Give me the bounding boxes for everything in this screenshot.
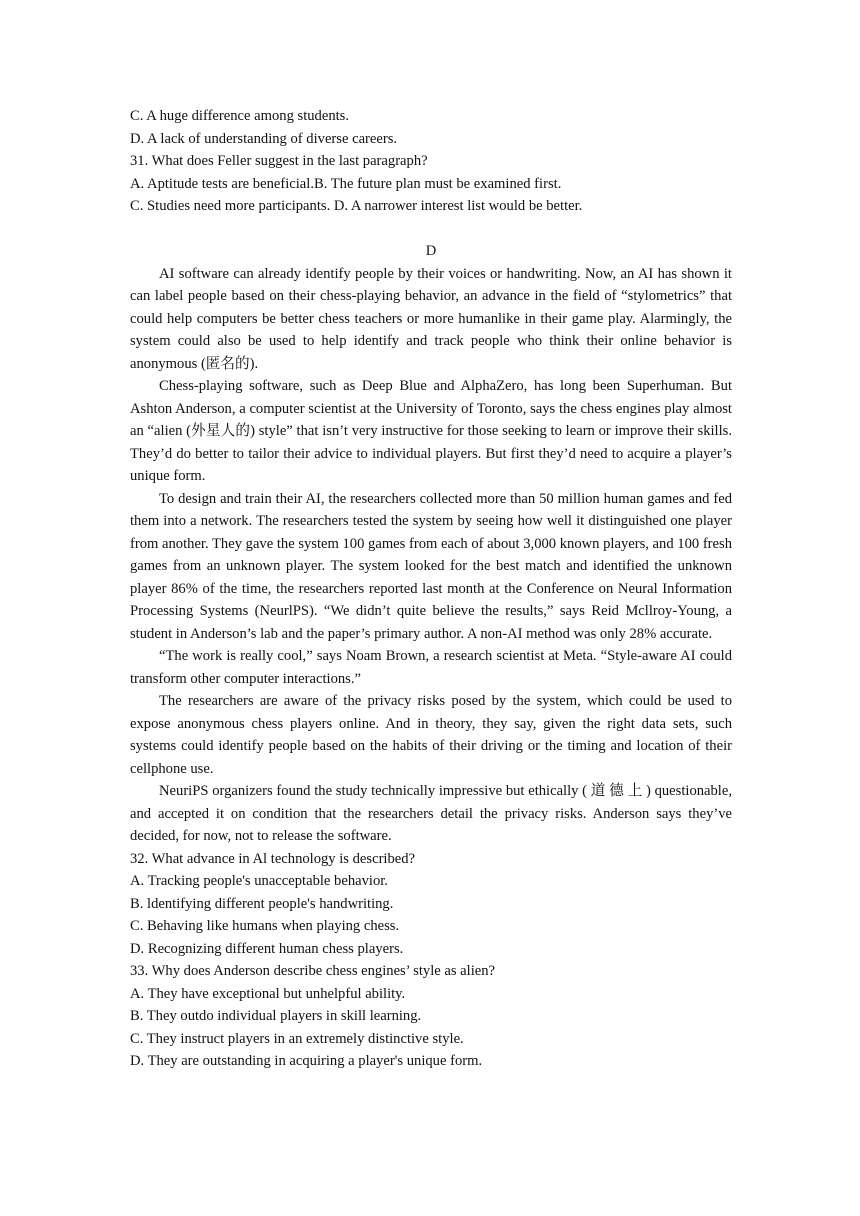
option-line: C. They instruct players in an extremely distinctive style. <box>130 1030 464 1047</box>
option-line: A. They have exceptional but unhelpful ability. <box>130 985 406 1002</box>
passage-paragraph: “The work is really cool,” says Noam Brown, a research scientist at Meta. “Style-aware AI could transform other computer interactions.” <box>130 648 732 687</box>
section-title: D <box>425 243 437 259</box>
previous-questions <box>130 105 732 218</box>
option-line: A. Aptitude tests are beneficial.B. The future plan must be examined first. <box>130 175 562 192</box>
passage-paragraph: Chess-playing software, such as Deep Blue and AlphaZero, has long been Superhuman. But Ashton Anderson, a computer scientist at the University of Toronto, says the chess engines play almost an “alien (外星人的) style” that isn’t very instructive for those seeking to learn or improve their skills. They’d do better to tailor their advice to individual players. But first they’d need to acquire a player’s unique form. <box>130 378 732 484</box>
passage-paragraph: NeuriPS organizers found the study technically impressive but ethically ( 道 德 上 ) questionable, and accepted it on condition that the researchers detail the privacy risks. Anderson says they’ve decided, for now, not to release the software. <box>130 783 732 844</box>
document-page <box>130 105 732 1073</box>
option-line: C. Behaving like humans when playing chess. <box>130 918 400 934</box>
passage-paragraph: To design and train their AI, the researchers collected more than 50 million human games and fed them into a network. The researchers tested the system by seeing how well it distinguished one player from another. They gave the system 100 games from each of about 3,000 known players, and 100 fresh games from an unknown player. The system looked for the best match and identified the unknown player 86% of the time, the researchers reported last month at the Conference on Neural Information Processing Systems (NeurlPS). “We didn’t quite believe the results,” says Reid Mcllroy-Young, a student in Anderson’s lab and the paper’s primary author. A non-AI method was only 28% accurate. <box>130 490 732 642</box>
question-line: 31. What does Feller suggest in the last paragraph? <box>130 153 428 169</box>
option-line: D. They are outstanding in acquiring a player's unique form. <box>130 1053 483 1069</box>
option-line: C. Studies need more participants. D. A narrower interest list would be better. <box>130 198 583 214</box>
question-line: 33. Why does Anderson describe chess engines’ style as alien? <box>130 963 496 979</box>
option-line: D. Recognizing different human chess players. <box>130 940 404 957</box>
option-line: B. ldentifying different people's handwriting. <box>130 895 394 912</box>
option-line: D. A lack of understanding of diverse careers. <box>130 130 398 147</box>
passage-paragraph: AI software can already identify people by their voices or handwriting. Now, an AI has shown it can label people based on their chess-playing behavior, an advance in the field of “stylometrics” that could help computers be better chess teachers or more humanlike in their game play. Alarmingly, the system could also be used to help identify and track people who think their online behavior is anonymous (匿名的). <box>130 265 732 372</box>
passage-paragraph: The researchers are aware of the privacy risks posed by the system, which could be used to expose anonymous chess players online. And in theory, they say, given the right data sets, such systems could identify people based on the habits of their driving or the timing and location of their cellphone use. <box>130 693 732 777</box>
option-line: B. They outdo individual players in skill learning. <box>130 1008 422 1024</box>
section-spacer <box>130 218 732 241</box>
option-line: A. Tracking people's unacceptable behavior. <box>130 873 388 889</box>
passage <box>130 263 732 848</box>
questions <box>130 848 732 1073</box>
question-line: 32. What advance in Al technology is described? <box>130 850 416 867</box>
option-line: C. A huge difference among students. <box>130 108 349 124</box>
